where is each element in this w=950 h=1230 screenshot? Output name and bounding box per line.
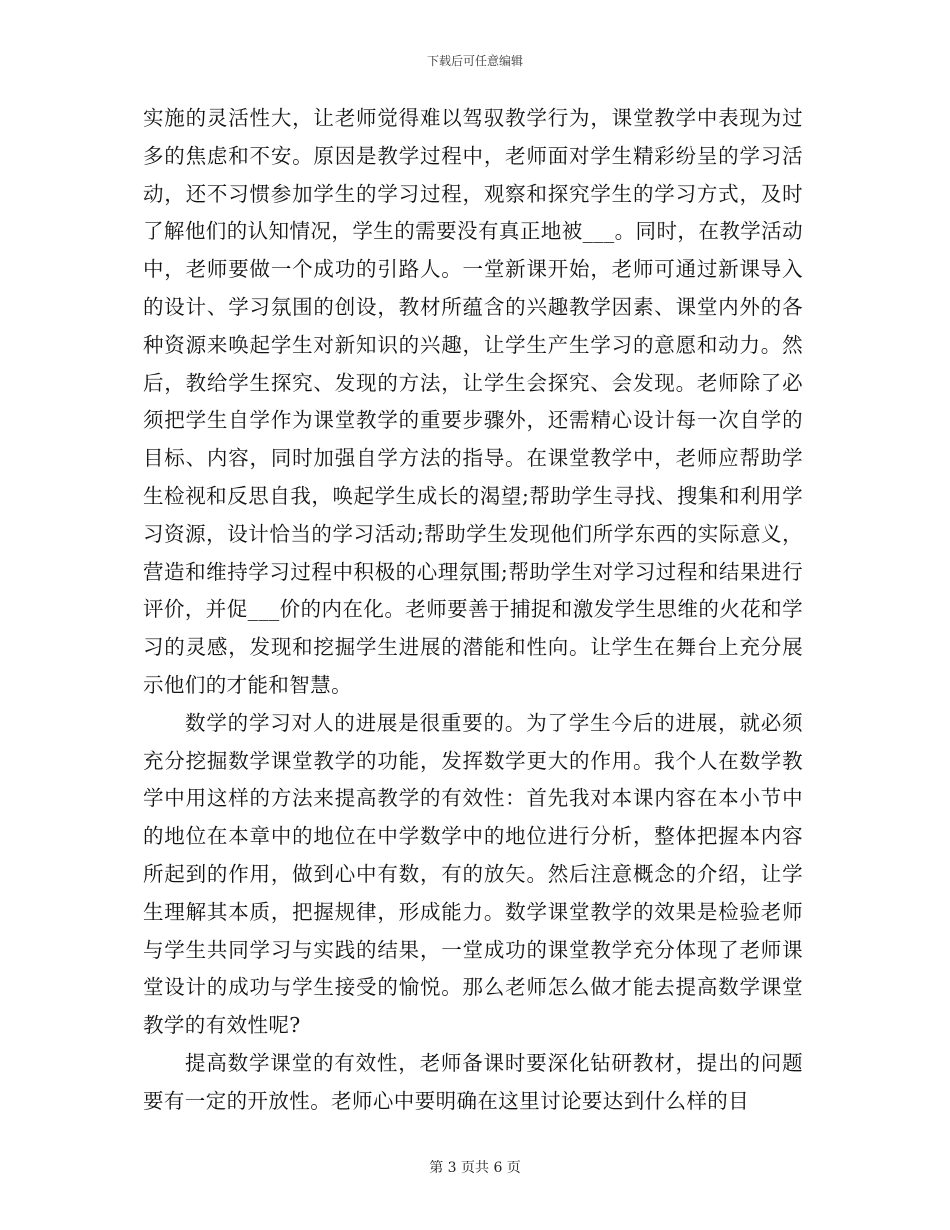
paragraph-continued: 实施的灵活性大，让老师觉得难以驾驭教学行为，课堂教学中表现为过多的焦虑和不安。原因是教学过程中，老师面对学生精彩纷呈的学习活动，还不习惯参加学生的学习过程，观察和探究学生的学习方式，及时了解他们的认知情况，学生的需要没有真正地被___。同时，在教学活动中，老师要做一个成功的引路人。一堂新课开始，老师可通过新课导入的设计、学习氛围的创设，教材所蕴含的兴趣教学因素、课堂内外的各种资源来唤起学生对新知识的兴趣，让学生产生学习的意愿和动力。然后，教给学生探究、发现的方法，让学生会探究、会发现。老师除了必须把学生自学作为课堂教学的重要步骤外，还需精心设计每一次自学的目标、内容，同时加强自学方法的指导。在课堂教学中，老师应帮助学生检视和反思自我，唤起学生成长的渴望;帮助学生寻找、搜集和利用学习资源，设计恰当的学习活动;帮助学生发现他们所学东西的实际意义，营造和维持学习过程中积极的心理氛围;帮助学生对学习过程和结果进行评价，并促___价的内在化。老师要善于捕捉和激发学生思维的火花和学习的灵感，发现和挖掘学生进展的潜能和性向。让学生在舞台上充分展示他们的才能和智慧。 (143, 106, 803, 697)
paragraph-classroom-effectiveness: 提高数学课堂的有效性，老师备课时要深化钻研教材，提出的问题要有一定的开放性。老师心中要明确在这里讨论要达到什么样的目 (143, 1050, 803, 1113)
page-header: 下载后可任意编辑 (426, 54, 523, 68)
document-body (143, 100, 803, 1121)
page-number-footer: 第 3 页共 6 页 (429, 1160, 521, 1176)
paragraph-math-learning: 数学的学习对人的进展是很重要的。为了学生今后的进展，就必须充分挖掘数学课堂教学的功能，发挥数学更大的作用。我个人在数学教学中用这样的方法来提高教学的有效性：首先我对本课内容在本小节中的地位在本章中的地位在中学数学中的地位进行分析，整体把握本内容所起到的作用，做到心中有数，有的放矢。然后注意概念的介绍，让学生理解其本质，把握规律，形成能力。数学课堂教学的效果是检验老师与学生共同学习与实践的结果，一堂成功的课堂教学充分体现了老师课堂设计的成功与学生接受的愉悦。那么老师怎么做才能去提高数学课堂教学的有效性呢? (143, 710, 803, 1038)
